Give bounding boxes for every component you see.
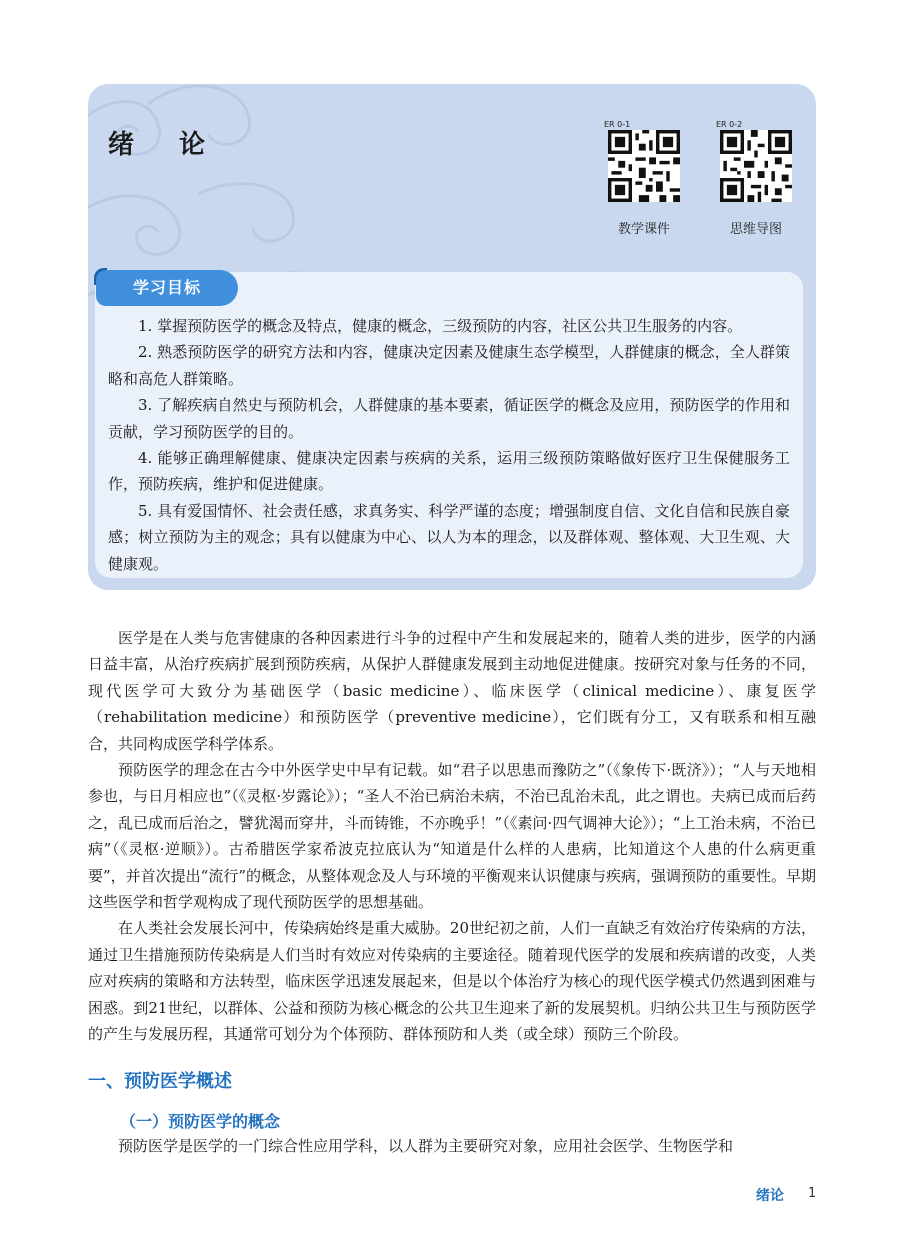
body-paragraph: 预防医学的理念在古今中外医学史中早有记载。如“君子以思患而豫防之”（《象传下·既济》）；“人与天地相参也，与日月相应也”（《灵枢·岁露论》）；“圣人不治已病治未病，不治已乱治未乱，此之谓也。夫病已成而后药之，乱已成而后治之，譬犹渴而穿井，斗而铸锥，不亦晚乎！”（《素问·四气调神大论》）；“上工治未病，不治已病”（《灵枢·逆顺》）。古希腊医学家希波克拉底认为“知道是什么样的人患病，比知道这个人患的什么病更重要”，并首次提出“流行”的概念，从整体观念及人与环境的平衡观来认识健康与疾病，强调预防的重要性。早期这些医学和哲学观构成了现代预防医学的思想基础。 bbox=[88, 761, 817, 912]
qr-caption-mindmap: 思维导图 bbox=[729, 222, 782, 237]
objective-item: 3. 了解疾病自然史与预防机会，人群健康的基本要素，循证医学的概念及应用，预防医学的作用和贡献，学习预防医学的目的。 bbox=[108, 396, 790, 441]
running-footer-title: 绪论 bbox=[756, 1188, 784, 1204]
qr-caption-courseware: 教学课件 bbox=[617, 222, 670, 237]
qr-code-id: ER 0-2 bbox=[716, 120, 743, 129]
page-number: 1 bbox=[808, 1186, 817, 1201]
objective-item: 1. 掌握预防医学的概念及特点，健康的概念，三级预防的内容，社区公共卫生服务的内容。 bbox=[138, 317, 743, 335]
body-text-continued bbox=[88, 1133, 816, 1159]
body-paragraph: 医学是在人类与危害健康的各种因素进行斗争的过程中产生和发展起来的，随着人类的进步，医学的内涵日益丰富，从治疗疾病扩展到预防疾病，从保护人群健康发展到主动地促进健康。按研究对象与任务的不同，现代医学可大致分为基础医学（basic medicine）、临床医学（clinical medicine）、康复医学（rehabilitation medicine）和预防医学（preventive medicine），它们既有分工，又有联系和相互融合，共同构成医学科学体系。 bbox=[88, 629, 816, 753]
body-text bbox=[88, 625, 816, 1048]
qr-block-courseware[interactable] bbox=[604, 120, 684, 237]
learning-objectives-list bbox=[108, 313, 790, 577]
subsection-heading: （一）预防医学的概念 bbox=[120, 1112, 281, 1131]
qr-block-mindmap[interactable] bbox=[716, 120, 796, 237]
section-heading: 一、预防医学概述 bbox=[88, 1071, 232, 1092]
chapter-title: 绪 论 bbox=[108, 130, 224, 160]
body-paragraph: 在人类社会发展长河中，传染病始终是重大威胁。20世纪初之前，人们一直缺乏有效治疗传染病的方法，通过卫生措施预防传染病是人们当时有效应对传染病的主要途径。随着现代医学的发展和疾病谱的改变，人类应对疾病的策略和方法转型，临床医学迅速发展起来，但是以个体治疗为核心的现代医学模式仍然遇到困难与困惑。到21世纪，以群体、公益和预防为核心概念的公共卫生迎来了新的发展契机。归纳公共卫生与预防医学的产生与发展历程，其通常可划分为个体预防、群体预防和人类（或全球）预防三个阶段。 bbox=[88, 919, 816, 1044]
qr-code-icon[interactable] bbox=[608, 130, 680, 202]
objective-item: 2. 熟悉预防医学的研究方法和内容，健康决定因素及健康生态学模型，人群健康的概念，全人群策略和高危人群策略。 bbox=[108, 343, 790, 388]
learning-objectives-tab: 学习目标 bbox=[96, 270, 238, 306]
objective-item: 5. 具有爱国情怀、社会责任感，求真务实、科学严谨的态度；增强制度自信、文化自信和民族自豪感；树立预防为主的观念；具有以健康为中心、以人为本的理念，以及群体观、整体观、大卫生观、大健康观。 bbox=[108, 501, 790, 573]
qr-code-icon[interactable] bbox=[720, 130, 792, 202]
body-paragraph: 预防医学是医学的一门综合性应用学科，以人群为主要研究对象，应用社会医学、生物医学和 bbox=[118, 1137, 734, 1155]
objective-item: 4. 能够正确理解健康、健康决定因素与疾病的关系，运用三级预防策略做好医疗卫生保健服务工作，预防疾病，维护和促进健康。 bbox=[108, 449, 790, 494]
qr-code-id: ER 0-1 bbox=[604, 120, 631, 129]
